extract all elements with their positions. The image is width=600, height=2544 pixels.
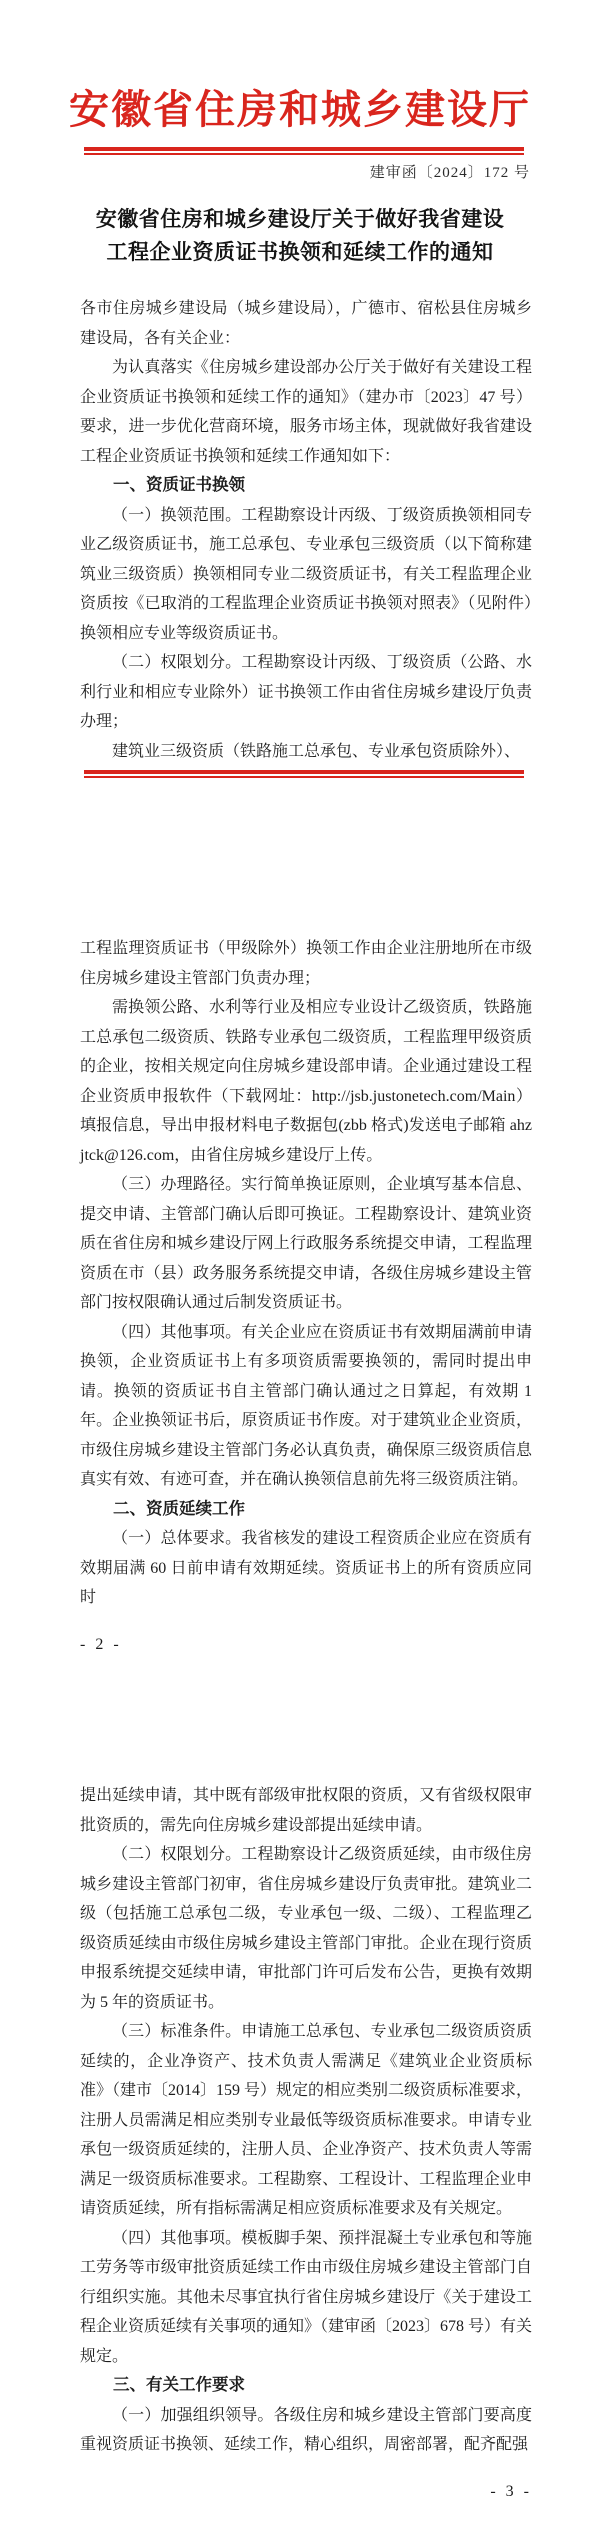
document-title: [50, 203, 550, 269]
paragraph-continued: 工程监理资质证书（甲级除外）换领工作由企业注册地所在市级住房城乡建设主管部门负责办理；: [80, 940, 532, 987]
salutation-paragraph: 各市住房城乡建设局（城乡建设局），广德市、宿松县住房城乡建设局，各有关企业：: [80, 300, 532, 347]
section3-heading: 三、有关工作要求: [113, 2376, 245, 2394]
document-title-line2: 工程企业资质证书换领和延续工作的通知: [106, 240, 494, 264]
document-number: 建审函〔2024〕172 号: [369, 165, 530, 181]
agency-name: 安徽省住房和城乡建设厅: [69, 87, 531, 132]
letterhead-divider: [84, 147, 524, 155]
red-separator-thick-line: [84, 770, 524, 774]
paragraph: （三）标准条件。申请施工总承包、专业承包二级资质资质延续的，企业净资产、技术负责人需满足《建筑业企业资质标准》（建市〔2014〕159 号）规定的相应类别二级资质标准要求，注册人员需满足相应类别专业最低等级资质标准要求。申请专业承包一级资质延续的，注册人员、企业净资产、技术负责人等需满足一级资质标准要求。工程勘察、工程设计、工程监理企业申请资质延续，所有指标需满足相应资质标准要求及有关规定。: [80, 2023, 533, 2217]
letterhead-divider-thick-line: [84, 147, 524, 151]
page3-body: [80, 1781, 532, 2506]
page-number-2: - 2 -: [80, 1635, 122, 1653]
paragraph: （四）其他事项。有关企业应在资质证书有效期届满前申请换领，企业资质证书上有多项资质需要换领的，需同时提出申请。换领的资质证书自主管部门确认通过之日算起，有效期 1 年。企业换领证书后，原资质证书作废。对于建筑业企业资质，市级住房城乡建设主管部门务必认真负责，确保原三级资质信息真实有效、有迹可查，并在确认换领信息前先将三级资质注销。: [80, 1323, 532, 1488]
red-separator-thin-line: [84, 776, 524, 778]
letterhead-divider-thin-line: [84, 153, 524, 155]
paragraph: （二）权限划分。工程勘察设计乙级资质延续，由市级住房城乡建设主管部门初审，省住房城乡建设厅负责审批。建筑业二级（包括施工总承包二级，专业承包一级、二级）、工程监理乙级资质延续由市级住房城乡建设主管部门审批。企业在现行资质申报系统提交延续申请，审批部门许可后发布公告，更换有效期为 5 年的资质证书。: [80, 1846, 532, 2011]
red-separator-line: [84, 770, 524, 778]
paragraph: 建筑业三级资质（铁路施工总承包、专业承包资质除外）、: [112, 742, 521, 760]
paragraph-continued: 提出延续申请，其中既有部级审批权限的资质，又有省级权限审批资质的，需先向住房城乡建设部提出延续申请。: [80, 1787, 532, 1834]
paragraph: （一）换领范围。工程勘察设计丙级、丁级资质换领相同专业乙级资质证书，施工总承包、专业承包三级资质（以下简称建筑业三级资质）换领相同专业二级资质证书，有关工程监理企业资质按《已取消的工程监理企业资质证书换领对照表》（见附件）换领相应专业等级资质证书。: [80, 506, 532, 642]
paragraph: 需换领公路、水利等行业及相应专业设计乙级资质，铁路施工总承包二级资质、铁路专业承包二级资质，工程监理甲级资质的企业，按相关规定向住房城乡建设部申请。企业通过建设工程企业资质申报软件（下载网址：http://jsb.justonetech.com/Main）填报信息，导出申报材料电子数据包(zbb 格式)发送电子邮箱 ahzjtck@126.com，由省住房城乡建设厅上传。: [80, 999, 532, 1164]
paragraph: （一）加强组织领导。各级住房和城乡建设主管部门要高度重视资质证书换领、延续工作，精心组织，周密部署，配齐配强: [80, 2406, 532, 2453]
paragraph: （二）权限划分。工程勘察设计丙级、丁级资质（公路、水利行业和相应专业除外）证书换领工作由省住房城乡建设厅负责办理；: [80, 654, 532, 730]
paragraph: （一）总体要求。我省核发的建设工程资质企业应在资质有效期届满 60 日前申请有效期延续。资质证书上的所有资质应同时: [80, 1530, 532, 1606]
paragraph: （四）其他事项。模板脚手架、预拌混凝土专业承包和等施工劳务等市级审批资质延续工作由市级住房城乡建设主管部门自行组织实施。其他未尽事宜执行省住房城乡建设厅《关于建设工程企业资质延续有关事项的通知》（建审函〔2023〕678 号）有关规定。: [80, 2229, 533, 2365]
section2-heading: 二、资质延续工作: [113, 1499, 245, 1518]
paragraph: （三）办理路径。实行简单换证原则，企业填写基本信息、提交申请、主管部门确认后即可换证。工程勘察设计、建筑业资质在省住房和城乡建设厅网上行政服务系统提交申请，工程监理资质在市（县）政务服务系统提交申请，各级住房城乡建设主管部门按权限确认通过后制发资质证书。: [80, 1176, 532, 1311]
page1-body: [80, 294, 532, 766]
page-number-3: - 3 -: [490, 2482, 532, 2500]
document-title-line1: 安徽省住房和城乡建设厅关于做好我省建设: [95, 207, 505, 231]
intro-paragraph: 为认真落实《住房城乡建设部办公厅关于做好有关建设工程企业资质证书换领和延续工作的通知》（建办市〔2023〕47 号）要求，进一步优化营商环境，服务市场主体，现就做好我省建设工程企业资质证书换领和延续工作通知如下：: [80, 359, 532, 465]
page2-body: [80, 934, 532, 1659]
section1-heading: 一、资质证书换领: [113, 476, 245, 494]
